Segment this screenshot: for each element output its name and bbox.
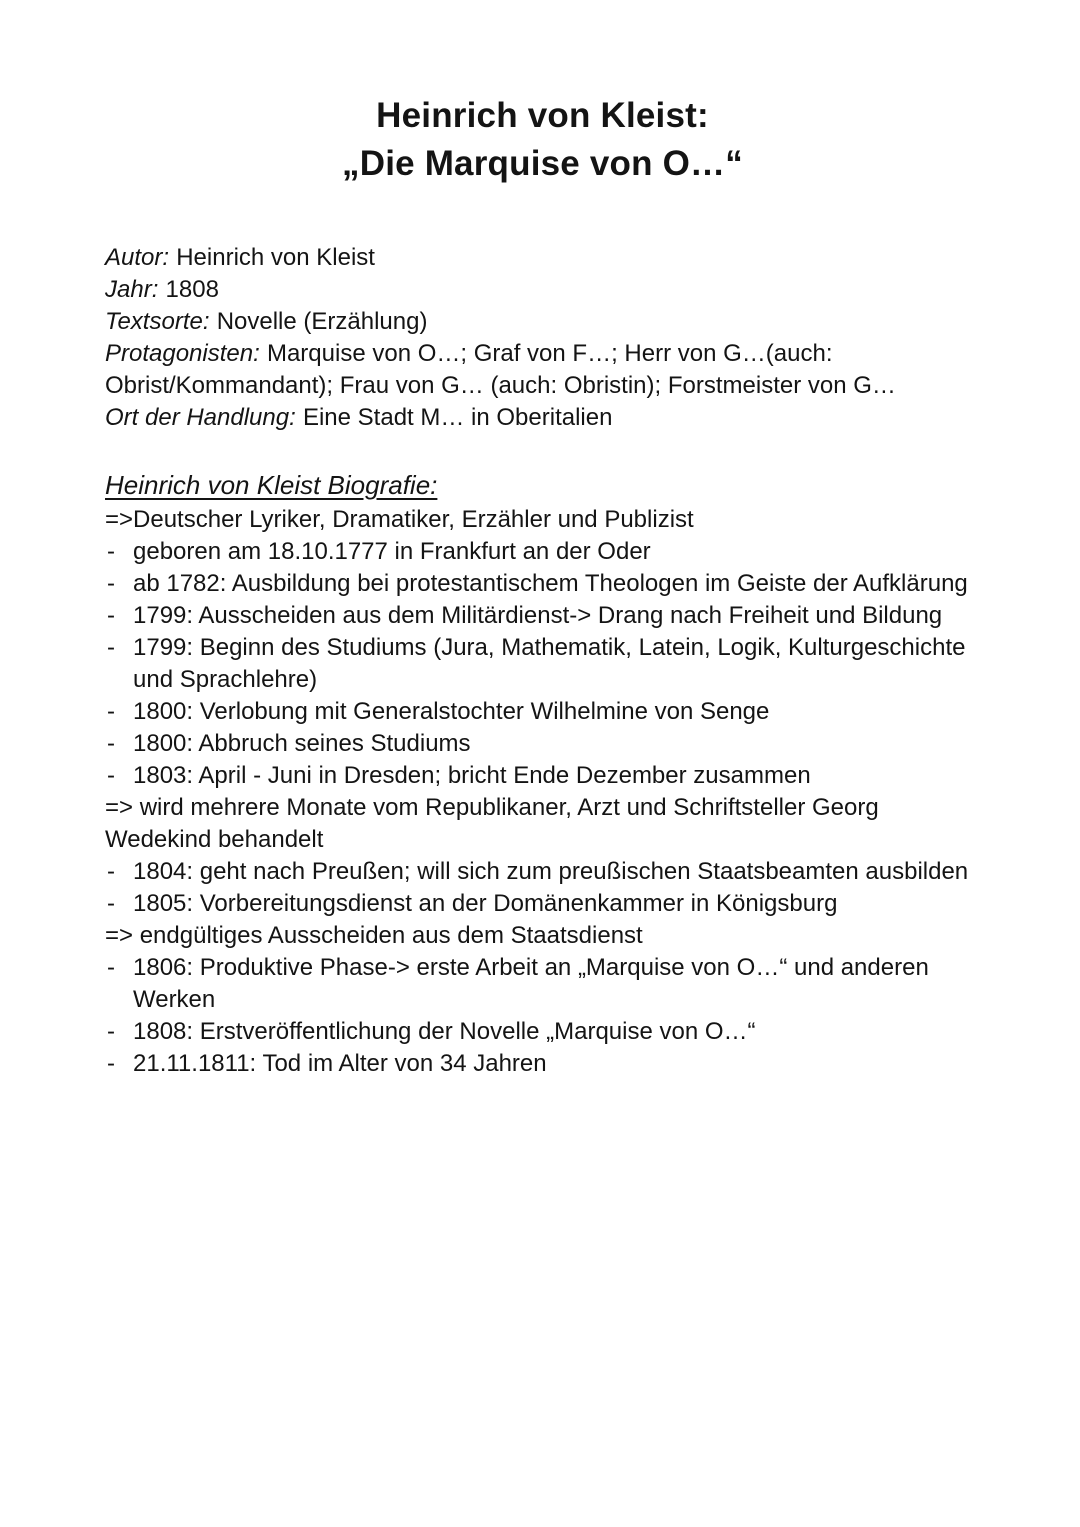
bio-item-arrow bbox=[105, 920, 980, 952]
meta-value: Heinrich von Kleist bbox=[176, 244, 375, 271]
bio-item-text: 1803: April - Juni in Dresden; bricht Ende Dezember zusammen bbox=[133, 762, 811, 789]
dash-bullet: - bbox=[107, 538, 115, 565]
bio-item-dash bbox=[105, 760, 980, 792]
dash-bullet: - bbox=[107, 954, 115, 981]
meta-line-protagonisten bbox=[105, 338, 980, 402]
meta-value: Novelle (Erzählung) bbox=[216, 308, 428, 335]
meta-label: Jahr: bbox=[105, 276, 159, 303]
meta-value: 1808 bbox=[165, 276, 219, 303]
dash-bullet: - bbox=[107, 1018, 115, 1045]
bio-item-text: ab 1782: Ausbildung bei protestantischem Theologen im Geiste der Aufklärung bbox=[133, 570, 968, 597]
bio-item-text: 1800: Verlobung mit Generalstochter Wilhelmine von Senge bbox=[133, 698, 770, 725]
bio-item-arrow bbox=[105, 792, 980, 856]
bio-item-dash bbox=[105, 1016, 980, 1048]
meta-line-textsorte bbox=[105, 306, 980, 338]
meta-label: Protagonisten: bbox=[105, 340, 260, 367]
dash-bullet: - bbox=[107, 602, 115, 629]
bio-item-dash bbox=[105, 536, 980, 568]
biography-heading: Heinrich von Kleist Biografie: bbox=[105, 470, 438, 500]
meta-value: Eine Stadt M… in Oberitalien bbox=[302, 404, 613, 431]
bio-item-dash bbox=[105, 856, 980, 888]
bio-item-text: 1805: Vorbereitungsdienst an der Domänenkammer in Königsburg bbox=[133, 890, 838, 917]
meta-label: Textsorte: bbox=[105, 308, 210, 335]
bio-item-dash bbox=[105, 1048, 980, 1080]
title-line-2: „Die Marquise von O…“ bbox=[342, 144, 743, 183]
meta-value: Marquise von O…; Graf von F…; Herr von G…(auch: Obrist/Kommandant); Frau von G… (auch: Obristin); Forstmeister von G… bbox=[105, 340, 896, 399]
metadata-block bbox=[105, 242, 980, 434]
bio-item-arrow bbox=[105, 504, 980, 536]
bio-item-text: 1808: Erstveröffentlichung der Novelle „Marquise von O…“ bbox=[133, 1018, 756, 1045]
bio-item-text: 1799: Beginn des Studiums (Jura, Mathematik, Latein, Logik, Kulturgeschichte und Sprachlehre) bbox=[133, 634, 966, 693]
meta-line-jahr bbox=[105, 274, 980, 306]
bio-item-dash bbox=[105, 728, 980, 760]
bio-item-dash bbox=[105, 952, 980, 1016]
meta-label: Autor: bbox=[105, 244, 170, 271]
meta-line-autor bbox=[105, 242, 980, 274]
dash-bullet: - bbox=[107, 730, 115, 757]
bio-item-dash bbox=[105, 632, 980, 696]
bio-item-text: =>Deutscher Lyriker, Dramatiker, Erzähler und Publizist bbox=[105, 506, 694, 533]
dash-bullet: - bbox=[107, 698, 115, 725]
meta-label: Ort der Handlung: bbox=[105, 404, 296, 431]
meta-line-ort bbox=[105, 402, 980, 434]
biography-list bbox=[105, 504, 980, 1080]
title-line-1: Heinrich von Kleist: bbox=[376, 96, 709, 135]
dash-bullet: - bbox=[107, 858, 115, 885]
bio-item-text: 21.11.1811: Tod im Alter von 34 Jahren bbox=[133, 1050, 547, 1077]
bio-item-text: 1800: Abbruch seines Studiums bbox=[133, 730, 471, 757]
dash-bullet: - bbox=[107, 1050, 115, 1077]
bio-item-text: 1806: Produktive Phase-> erste Arbeit an „Marquise von O…“ und anderen Werken bbox=[133, 954, 929, 1013]
bio-item-text: 1799: Ausscheiden aus dem Militärdienst-> Drang nach Freiheit und Bildung bbox=[133, 602, 943, 629]
document-title bbox=[105, 92, 980, 188]
bio-item-dash bbox=[105, 568, 980, 600]
bio-item-dash bbox=[105, 888, 980, 920]
bio-item-text: => endgültiges Ausscheiden aus dem Staatsdienst bbox=[105, 922, 643, 949]
bio-item-dash bbox=[105, 696, 980, 728]
bio-item-text: geboren am 18.10.1777 in Frankfurt an der Oder bbox=[133, 538, 651, 565]
bio-item-text: 1804: geht nach Preußen; will sich zum preußischen Staatsbeamten ausbilden bbox=[133, 858, 969, 885]
dash-bullet: - bbox=[107, 762, 115, 789]
bio-item-text: => wird mehrere Monate vom Republikaner, Arzt und Schriftsteller Georg Wedekind behandelt bbox=[105, 794, 879, 853]
dash-bullet: - bbox=[107, 570, 115, 597]
bio-item-dash bbox=[105, 600, 980, 632]
dash-bullet: - bbox=[107, 634, 115, 661]
dash-bullet: - bbox=[107, 890, 115, 917]
